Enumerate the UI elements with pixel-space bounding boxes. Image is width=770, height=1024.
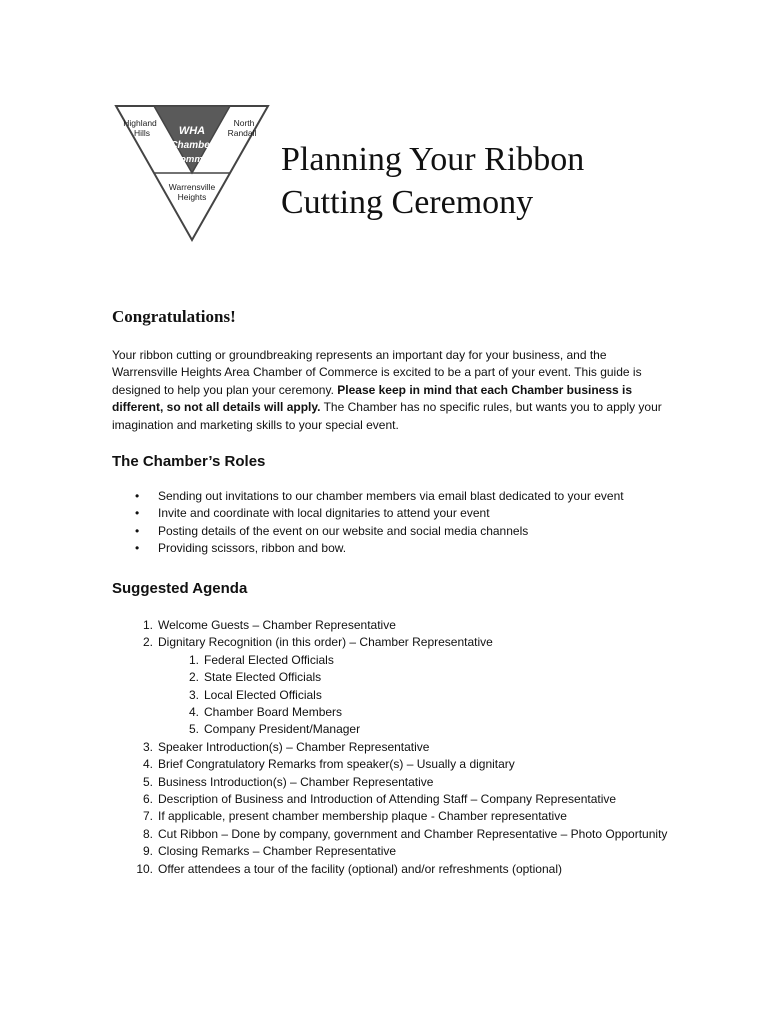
role-text: Providing scissors, ribbon and bow. — [158, 541, 347, 556]
agenda-text: Brief Congratulatory Remarks from speaker(s) – Usually a dignitary — [158, 757, 515, 772]
logo-bottom-2: Heights — [177, 192, 207, 202]
logo-top-right-1: North — [233, 118, 255, 128]
intro-paragraph — [112, 347, 672, 434]
list-item — [158, 704, 672, 721]
list-item — [112, 634, 672, 738]
sub-text: Local Elected Officials — [204, 687, 322, 702]
page-title-line-2: Cutting Ceremony — [281, 184, 534, 221]
list-item — [112, 756, 672, 773]
role-text: Invite and coordinate with local dignitaries to attend your event — [158, 506, 490, 521]
logo-center-3: of Commerce — [161, 154, 223, 165]
list-item — [112, 540, 672, 557]
logo-center-1: WHA — [178, 125, 206, 137]
item-number: 5. — [142, 774, 153, 789]
list-item — [158, 687, 672, 704]
item-number: 1. — [188, 652, 199, 667]
sub-text: State Elected Officials — [204, 670, 322, 685]
item-number: 2. — [142, 635, 153, 650]
item-number: 4. — [142, 757, 153, 772]
sub-text: Chamber Board Members — [204, 705, 343, 720]
item-number: 10. — [136, 861, 153, 876]
agenda-section — [112, 580, 672, 878]
agenda-list — [112, 617, 672, 878]
list-item — [112, 774, 672, 791]
role-text: Sending out invitations to our chamber members via email blast dedicated to your event — [158, 489, 624, 503]
congratulations-section — [112, 307, 672, 434]
agenda-text: Closing Remarks – Chamber Representative — [158, 844, 397, 859]
list-item — [158, 652, 672, 669]
item-number: 7. — [142, 809, 153, 824]
intro-text-bold: Please keep in mind that each Chamber business is different, so not all details will apply. — [112, 382, 633, 415]
list-item — [112, 843, 672, 860]
sub-text: Federal Elected Officials — [204, 652, 334, 667]
list-item — [112, 523, 672, 540]
item-number: 2. — [188, 670, 199, 685]
agenda-text: Description of Business and Introduction of Attending Staff – Company Representative — [158, 792, 617, 807]
agenda-text: Dignitary Recognition (in this order) – Chamber Representative — [158, 635, 493, 650]
list-item — [112, 739, 672, 756]
list-item — [112, 791, 672, 808]
item-number: 6. — [142, 792, 153, 807]
item-number: 3. — [142, 739, 153, 754]
sub-text: Company President/Manager — [204, 722, 361, 737]
agenda-text: Welcome Guests – Chamber Representative — [158, 618, 396, 632]
agenda-text: Offer attendees a tour of the facility (optional) and/or refreshments (optional) — [158, 861, 562, 876]
roles-heading: The Chamber’s Roles — [112, 453, 266, 470]
agenda-heading: Suggested Agenda — [112, 580, 248, 597]
bullet-glyph: • — [135, 506, 140, 521]
bullet-glyph: • — [135, 541, 140, 556]
agenda-text: Speaker Introduction(s) – Chamber Representative — [158, 739, 430, 754]
logo-bottom-1: Warrensville — [168, 182, 216, 192]
item-number: 5. — [188, 722, 199, 737]
role-text: Posting details of the event on our website and social media channels — [158, 523, 529, 538]
intro-text-after: The Chamber has no specific rules, but wants you to apply your imagination and marketing skills to your special event. — [112, 400, 662, 432]
page-title-line-1: Planning Your Ribbon — [281, 141, 585, 178]
dignitary-sub-list — [158, 652, 672, 739]
item-number: 9. — [142, 844, 153, 859]
list-item — [112, 488, 672, 505]
bullet-glyph: • — [135, 489, 140, 503]
list-item — [112, 861, 672, 878]
logo-top-right-2: Randall — [227, 128, 257, 138]
list-item — [112, 617, 672, 634]
agenda-text: Business Introduction(s) – Chamber Representative — [158, 774, 434, 789]
list-item — [158, 721, 672, 738]
list-item — [112, 826, 672, 843]
logo-top-left-1: Highland — [123, 118, 157, 128]
item-number: 4. — [188, 705, 199, 720]
logo-center-2: Chamber — [170, 140, 214, 151]
item-number: 3. — [188, 687, 199, 702]
page-title — [281, 138, 584, 224]
bullet-glyph: • — [135, 523, 140, 538]
list-item — [112, 808, 672, 825]
list-item — [158, 669, 672, 686]
roles-section — [112, 453, 672, 558]
chamber-logo — [112, 104, 272, 244]
item-number: 1. — [142, 618, 153, 632]
intro-text-before: Your ribbon cutting or groundbreaking represents an important day for your business, and the Warrensville Heights Area Chamber of Commerce is excited to be a part of your event. This guide is designed to help you plan your ceremony. — [112, 348, 642, 397]
item-number: 8. — [142, 826, 153, 841]
roles-list — [112, 488, 672, 558]
congratulations-heading: Congratulations! — [112, 307, 236, 326]
agenda-text: If applicable, present chamber membership plaque - Chamber representative — [158, 809, 567, 824]
list-item — [112, 505, 672, 522]
logo-top-left-2: Hills — [133, 128, 151, 138]
agenda-text: Cut Ribbon – Done by company, government and Chamber Representative – Photo Opportunity — [158, 826, 668, 841]
